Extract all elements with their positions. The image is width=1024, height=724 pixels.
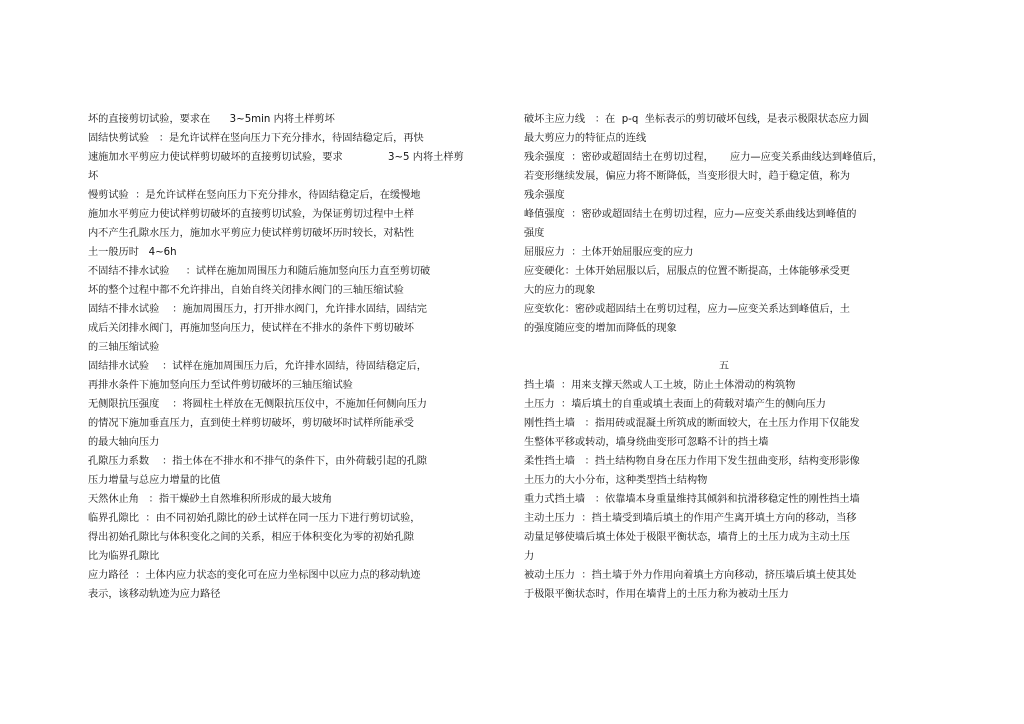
text-line: 动量足够使墙后填土体处于极限平衡状态，墙背上的土压力成为主动土压 <box>524 532 850 543</box>
text-line: 重力式挡土墙 ：依靠墙本身重量维持其倾斜和抗滑移稳定性的刚性挡土墙 <box>524 494 860 505</box>
text-line: 坏的直接剪切试验，要求在 3~5min 内将土样剪坏 <box>88 114 335 125</box>
text-line: 残余强度 <box>524 190 565 201</box>
section-heading: 五 <box>718 361 730 372</box>
text-line: 比为临界孔隙比 <box>88 551 160 562</box>
text-line: 速施加水平剪应力使试样剪切破坏的直接剪切试验，要求 3~5 内将土样剪 <box>88 152 464 163</box>
text-line: 土压力 ：墙后填土的自重或填土表面上的荷载对墙产生的侧向压力 <box>524 399 826 410</box>
text-line: 破坏主应力线 ：在 p-q 坐标表示的剪切破坏包线，是表示极限状态应力圆 <box>524 114 869 125</box>
text-line: 不固结不排水试验 ：试样在施加周围压力和随后施加竖向压力直至剪切破 <box>88 266 431 277</box>
text-line: 被动土压力 ：挡土墙于外力作用向着填土方向移动，挤压墙后填土使其处 <box>524 570 857 581</box>
text-line: 慢剪试验 ：是允许试样在竖向压力下充分排水，待固结稳定后，在缓慢地 <box>88 190 421 201</box>
text-line: 柔性挡土墙 ：挡土结构物自身在压力作用下发生扭曲变形，结构变形影像 <box>524 456 860 467</box>
text-line: 孔隙压力系数 ：指土体在不排水和不排气的条件下，由外荷载引起的孔隙 <box>88 456 427 467</box>
text-line: 大的应力的现象 <box>524 285 596 296</box>
text-line: 应变硬化：土体开始屈服以后，屈服点的位置不断提高，土体能够承受更 <box>524 266 850 277</box>
text-line: 施加水平剪应力使试样剪切破坏的直接剪切试验，为保证剪切过程中土样 <box>88 209 414 220</box>
text-line: 固结排水试验 ：试样在施加周围压力后，允许排水固结，待固结稳定后， <box>88 361 427 372</box>
text-line: 的三轴压缩试验 <box>88 342 160 353</box>
text-line: 主动土压力 ：挡土墙受到墙后填土的作用产生离开填土方向的移动，当移 <box>524 513 857 524</box>
right-text-column <box>524 110 924 604</box>
text-line: 得出初始孔隙比与体积变化之间的关系，相应于体积变化为零的初始孔隙 <box>88 532 414 543</box>
text-line: 土压力的大小分布，这种类型挡土结构物 <box>524 475 708 486</box>
text-line: 压力增量与总应力增量的比值 <box>88 475 221 486</box>
text-line: 屈服应力 ：土体开始屈服应变的应力 <box>524 247 694 258</box>
text-line: 应力路径 ：土体内应力状态的变化可在应力坐标图中以应力点的移动轨迹 <box>88 570 421 581</box>
text-line: 固结快剪试验 ：是允许试样在竖向压力下充分排水，待固结稳定后，再快 <box>88 133 424 144</box>
text-line: 坏的整个过程中都不允许排出，自始自终关闭排水阀门的三轴压缩试验 <box>88 285 404 296</box>
text-line: 生整体平移或转动，墙身绕曲变形可忽略不计的挡土墙 <box>524 437 769 448</box>
blank-line <box>524 338 924 357</box>
text-line: 强度 <box>524 228 545 239</box>
text-line: 刚性挡土墙 ：指用砖或混凝土所筑成的断面较大，在土压力作用下仅能发 <box>524 418 860 429</box>
text-line: 天然休止角 ：指干燥砂土自然堆积所形成的最大坡角 <box>88 494 333 505</box>
text-line: 土一般历时 4~6h <box>88 247 177 258</box>
text-line: 残余强度 ：密砂或超固结土在剪切过程， 应力—应变关系曲线达到峰值后， <box>524 152 883 163</box>
text-line: 表示，该移动轨迹为应力路径 <box>88 589 221 600</box>
text-line: 的情况下施加垂直压力，直到使土样剪切破坏，剪切破坏时试样所能承受 <box>88 418 414 429</box>
text-line: 挡土墙 ：用来支撑天然或人工土坡，防止土体滑动的构筑物 <box>524 380 796 391</box>
text-line: 的强度随应变的增加而降低的现象 <box>524 323 677 334</box>
text-line: 成后关闭排水阀门，再施加竖向压力，使试样在不排水的条件下剪切破坏 <box>88 323 414 334</box>
text-line: 最大剪应力的特征点的连线 <box>524 133 647 144</box>
text-line: 若变形继续发展，偏应力将不断降低，当变形很大时，趋于稳定值，称为 <box>524 171 850 182</box>
text-line: 固结不排水试验 ：施加周围压力，打开排水阀门，允许排水固结，固结完 <box>88 304 427 315</box>
text-line: 力 <box>524 551 535 562</box>
text-line: 峰值强度 ：密砂或超固结土在剪切过程，应力—应变关系曲线达到峰值的 <box>524 209 857 220</box>
text-line: 内不产生孔隙水压力，施加水平剪应力使试样剪切破坏历时较长，对粘性 <box>88 228 414 239</box>
text-line: 应变软化：密砂或超固结土在剪切过程，应力—应变关系达到峰值后，土 <box>524 304 850 315</box>
text-line: 于极限平衡状态时，作用在墙背上的土压力称为被动土压力 <box>524 589 789 600</box>
text-line: 临界孔隙比 ：由不同初始孔隙比的砂土试样在同一压力下进行剪切试验， <box>88 513 421 524</box>
text-line: 无侧限抗压强度 ：将圆柱土样放在无侧限抗压仪中，不施加任何侧向压力 <box>88 399 427 410</box>
text-line: 坏 <box>88 171 99 182</box>
left-text-column <box>88 110 508 604</box>
text-line: 的最大轴向压力 <box>88 437 160 448</box>
text-line: 再排水条件下施加竖向压力至试件剪切破坏的三轴压缩试验 <box>88 380 353 391</box>
